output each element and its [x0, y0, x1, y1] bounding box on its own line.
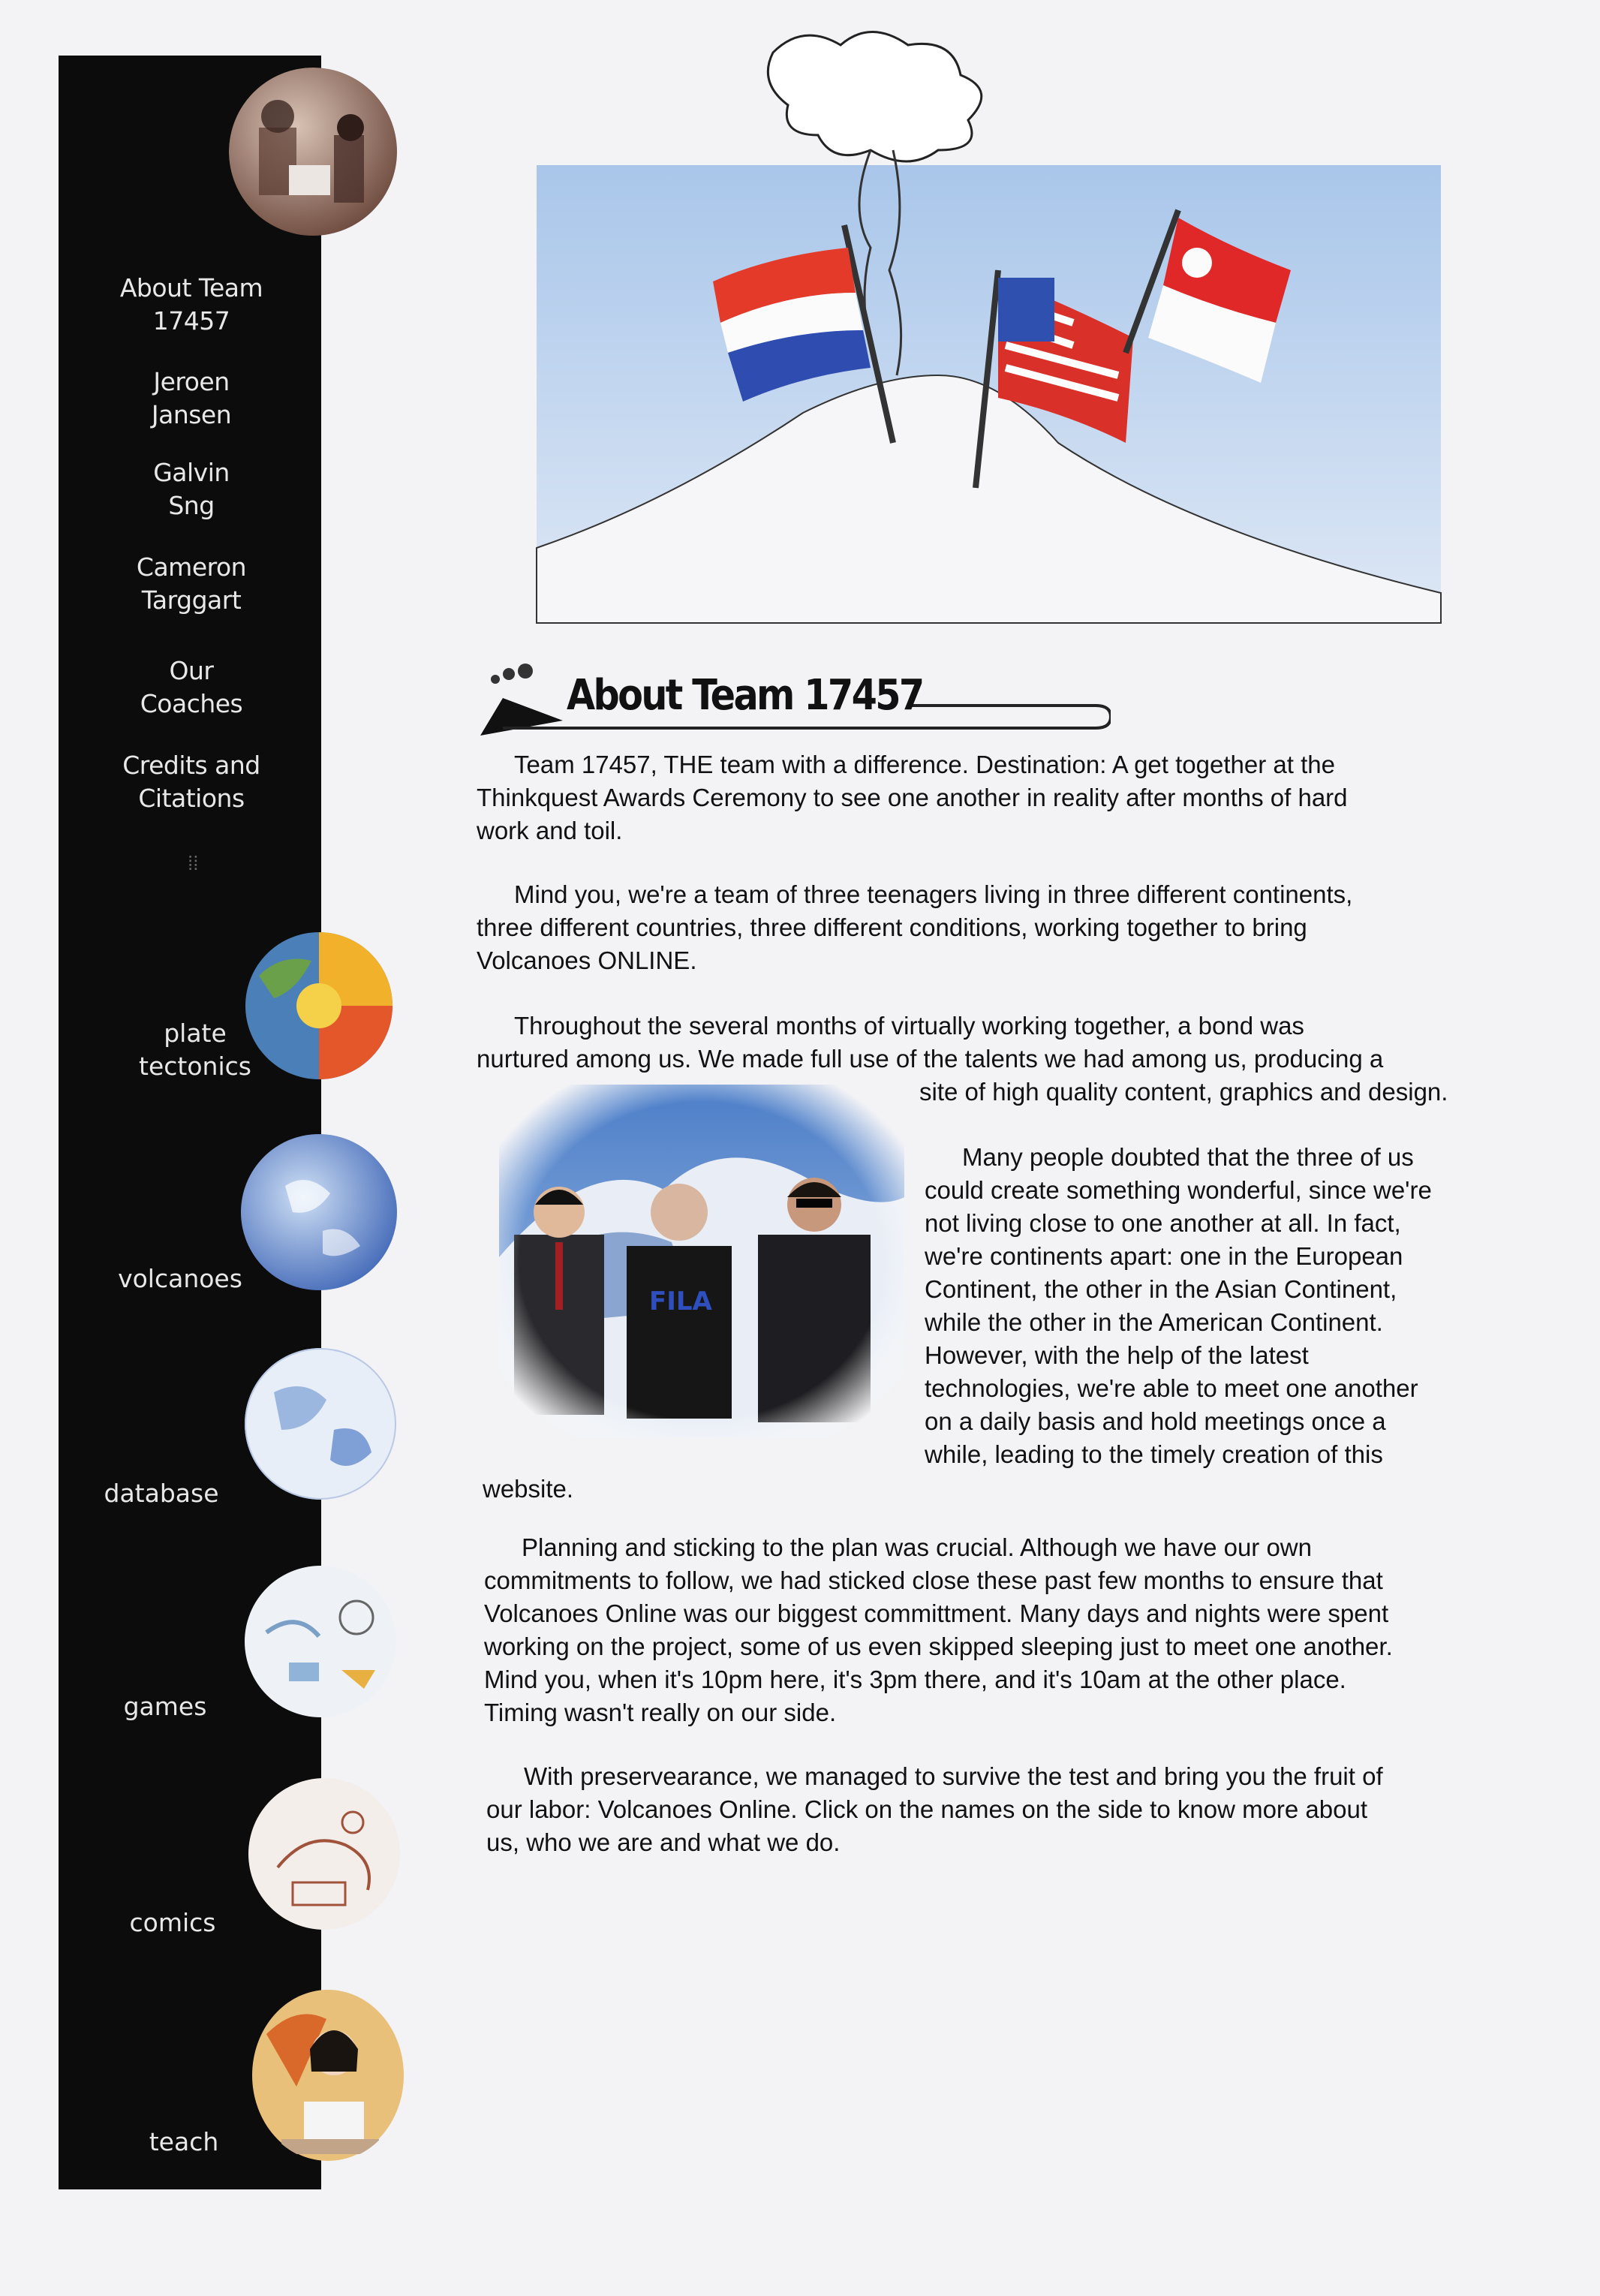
nav-jeroen-line1: Jeroen: [153, 367, 230, 396]
nav-teach[interactable]: teach: [149, 2127, 219, 2156]
p2-line-1: Mind you, we're a team of three teenagers living in three different continents,: [514, 880, 1353, 908]
p1-line-2: Thinkquest Awards Ceremony to see one another in reality after months of hard: [477, 784, 1348, 811]
p6-line-2: our labor: Volcanoes Online. Click on the names on the side to know more about: [486, 1795, 1368, 1823]
nav-plate-tectonics[interactable]: [86, 1017, 304, 1083]
p4-line-4: we're continents apart: one in the European: [925, 1242, 1403, 1270]
p5-line-2: commitments to follow, we had sticked close these past few months to ensure that: [484, 1566, 1383, 1594]
p6-line-1: With preservearance, we managed to survive the test and bring you the fruit of: [524, 1762, 1383, 1790]
nav-galvin-sng[interactable]: [83, 456, 300, 522]
p6-line-3: us, who we are and what we do.: [486, 1828, 841, 1856]
p4-line-9: on a daily basis and hold meetings once a: [925, 1407, 1386, 1435]
plate-tectonics-line2: tectonics: [139, 1052, 251, 1081]
p3-line-3: site of high quality content, graphics and design.: [919, 1078, 1448, 1106]
p1-line-3: work and toil.: [477, 817, 623, 844]
nav-credits-citations[interactable]: [83, 749, 300, 815]
p5-line-1: Planning and sticking to the plan was crucial. Although we have our own: [522, 1533, 1312, 1561]
p5-line-3: Volcanoes Online was our biggest committment. Many days and nights were spent: [484, 1599, 1389, 1627]
nav-cameron-line2: Targgart: [141, 585, 242, 615]
nav-coaches-line1: Our: [169, 656, 214, 685]
nav-database[interactable]: database: [104, 1479, 219, 1508]
nav-credits-line1: Credits and: [122, 751, 260, 780]
paragraph-2: [477, 878, 1352, 977]
nav-comics[interactable]: comics: [129, 1908, 216, 1937]
paragraph-4: [925, 1141, 1432, 1471]
p5-line-4: working on the project, some of us even skipped sleeping just to meet one another.: [484, 1632, 1393, 1660]
nav-jeroen-jansen[interactable]: [83, 366, 300, 432]
nav-our-coaches[interactable]: [83, 654, 300, 721]
nav-about-team-line1: About Team: [119, 273, 263, 302]
p3-line-2: nurtured among us. We made full use of the talents we had among us, producing a: [477, 1045, 1384, 1073]
p4-line-11: website.: [483, 1475, 574, 1503]
p4-line-8: technologies, we're able to meet one another: [925, 1374, 1418, 1402]
separator-icon: ⁞⁞: [188, 852, 199, 874]
team-portrait-icon[interactable]: [229, 68, 398, 236]
p5-line-6: Timing wasn't really on our side.: [484, 1699, 837, 1726]
p3-line-1: Throughout the several months of virtually working together, a bond was: [514, 1012, 1304, 1040]
nav-cameron-targgart[interactable]: [83, 551, 300, 617]
p4-line-6: while the other in the American Continent.: [925, 1308, 1383, 1336]
nav-games[interactable]: games: [123, 1692, 207, 1721]
p4-line-5: Continent, the other in the Asian Continent,: [925, 1275, 1397, 1303]
volcano-flags-illustration: [518, 23, 1456, 645]
p5-line-5: Mind you, when it's 10pm here, it's 3pm there, and it's 10am at the other place.: [484, 1666, 1346, 1693]
p4-line-7: However, with the help of the latest: [925, 1341, 1309, 1369]
nav-galvin-line1: Galvin: [153, 458, 230, 487]
section-heading: [480, 661, 1111, 751]
p4-line-2: could create something wonderful, since we're: [925, 1176, 1432, 1204]
nav-about-team[interactable]: [83, 272, 300, 338]
p2-line-3: Volcanoes ONLINE.: [477, 946, 697, 974]
nav-cameron-line1: Cameron: [136, 552, 247, 582]
nav-coaches-line2: Coaches: [140, 689, 243, 718]
p1-line-1: Team 17457, THE team with a difference. Destination: A get together at the: [514, 751, 1335, 778]
paragraph-1: [477, 748, 1348, 847]
plate-tectonics-line1: plate: [164, 1019, 227, 1048]
page-title: About Team 17457: [567, 671, 923, 720]
nav-galvin-line2: Sng: [168, 491, 215, 520]
p4-line-3: not living close to one another at all. In fact,: [925, 1209, 1401, 1237]
paragraph-6: [486, 1760, 1383, 1859]
nav-credits-line2: Citations: [138, 784, 245, 813]
p2-line-2: three different countries, three different conditions, working together to bring: [477, 913, 1307, 941]
team-photo: [499, 1085, 904, 1437]
paragraph-4-tail: [483, 1473, 573, 1506]
p4-line-1: Many people doubted that the three of us: [962, 1143, 1414, 1171]
p4-line-10: while, leading to the timely creation of this: [925, 1440, 1383, 1468]
nav-jeroen-line2: Jansen: [151, 400, 232, 429]
nav-volcanoes[interactable]: volcanoes: [118, 1264, 242, 1293]
nav-about-team-line2: 17457: [152, 306, 230, 336]
paragraph-5: [484, 1531, 1393, 1729]
